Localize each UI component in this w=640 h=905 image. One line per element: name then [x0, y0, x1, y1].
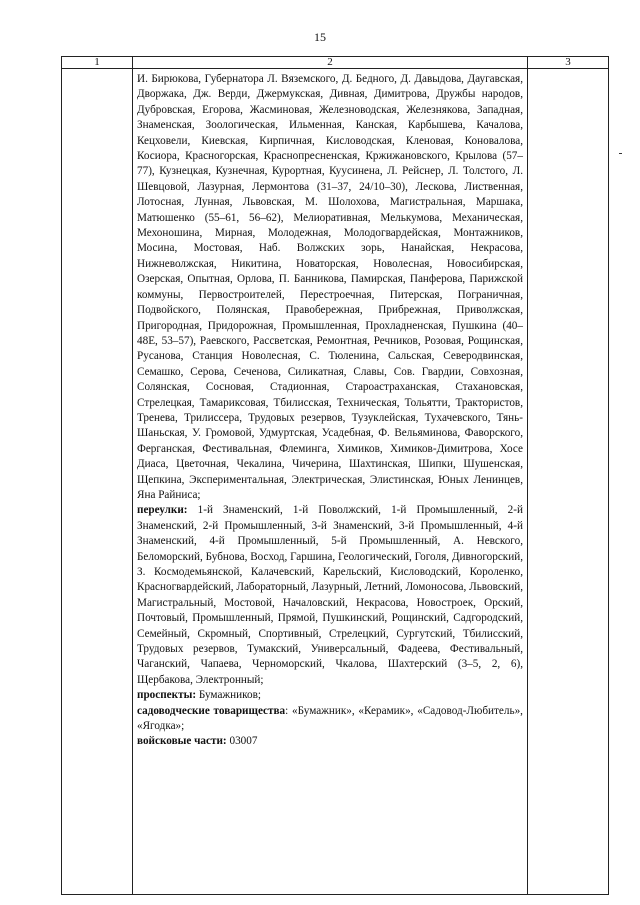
column-header-3: 3	[528, 57, 609, 69]
military-units-label: войсковые части:	[137, 735, 227, 748]
gardening-text: : «Бумажник», «Керамик», «Садовод-Любитель», «Ягодка»;	[137, 704, 523, 733]
page-number: 15	[314, 30, 326, 44]
streets-text: И. Бирюкова, Губернатора Л. Вяземского, Д. Бедного, Д. Давыдова, Даугавская, Дворжака, Дж. Верди, Джермукская, Дивная, Димитрова, Дружбы народов, Дубровская, Егорова, Жасминовая, Железноводская, Железнякова, Западная, Знаменская, Зоологическая, Ильменная, Канская, Карбышева, Качалова, Кецховели, Киевская, Кирпичная, Кисловодская, Кленовая, Коновалова, Косиора, Красногорская, Краснопресненская, Кржижановского, Крылова (57–77), Кузнецкая, Кузнечная, Курортная, Куусинена, Л. Рейснер, Л. Толстого, Л. Шевцовой, Лазурная, Лермонтова (31–37, 24/10–30), Лескова, Лиственная, Лотосная, Лунная, Львовская, М. Шолохова, Магистральная, Маршака, Матюшенко (55–61, 56–62), Мелиоративная, Мелькумова, Механическая, Мехоношина, Мирная, Молодежная, Молодогвардейская, Монтажников, Мосина, Мостовая, Наб. Волжских зорь, Нанайская, Некрасова, Нижневолжская, Никитина, Новаторская, Новолесная, Новосибирская, Озерская, Опытная, Орлова, П. Банникова, Памирская, Панферова, Парижской коммуны, Первостроителей, Перестроечная, Питерская, Пограничная, Подвойского, Полянская, Правобережная, Прибрежная, Приволжская, Пригородная, Придорожная, Промышленная, Прохладненская, Пушкина (40–48Е, 53–57), Раевского, Рассветская, Ремонтная, Речников, Розовая, Рощинская, Русанова, Станция Новолесная, С. Тюленина, Сальская, Северодвинская, Семашко, Серова, Сеченова, Силикатная, Славы, Сов. Гвардии, Совхозная, Солянская, Сосновая, Стадионная, Староастраханская, Стахановская, Стрелецкая, Тамариксовая, Тбилисская, Техническая, Тольятти, Трактористов, Тренева, Трилиссера, Трудовых резервов, Тузуклейская, Тухачевского, Тянь-Шаньская, У. Громовой, Удмуртская, Усадебная, Ф. Вельяминова, Фаворского, Ферганская, Фестивальная, Флеминга, Химиков, Химиков-Димитрова, Хосе Диаса, Цветочная, Чекалина, Чичерина, Шахтинская, Шипки, Шушенская, Щепкина, Экспериментальная, Электрическая, Элистинская, Юных Ленинцев, Яна Райниса;	[137, 73, 523, 501]
gardening-paragraph	[137, 704, 523, 735]
column-header-2: 2	[133, 57, 528, 69]
military-units-paragraph	[137, 734, 523, 749]
column-header-1: 1	[62, 57, 133, 69]
avenues-label: проспекты:	[137, 689, 197, 702]
avenues-text: Бумажников;	[196, 689, 261, 702]
avenues-paragraph	[137, 688, 523, 703]
streets-paragraph	[137, 72, 523, 503]
col1-cell	[62, 69, 133, 895]
lanes-text: 1-й Знаменский, 1-й Поволжский, 1-й Промышленный, 2-й Знаменский, 2-й Промышленный, 3-й Знаменский, 3-й Промышленный, 4-й Знаменский, 4-й Промышленный, 5-й Промышленный, А. Невского, Беломорский, Бубнова, Восход, Гаршина, Геологический, Гоголя, Дивногорский, З. Космодемьянской, Калачевский, Карельский, Кисловодский, Короленко, Красногвардейский, Лабораторный, Лазурный, Летний, Ломоносова, Львовский, Магистральный, Мостовой, Началовский, Некрасова, Новостроек, Орский, Почтовый, Промышленный, Прямой, Пушкинский, Рощинский, Садгородский, Семейный, Скромный, Спортивный, Стрелецкий, Сургутский, Тбилисский, Трудовых резервов, Тумакский, Универсальный, Фадеева, Фестивальный, Чаганский, Чапаева, Черноморский, Чкалова, Шахтерский (3–5, 2, 6), Щербакова, Электронный;	[137, 504, 523, 686]
table-body-row	[62, 69, 609, 895]
military-units-text: 03007	[226, 735, 258, 748]
gardening-label: садоводческие товарищества	[137, 704, 286, 717]
lanes-label: переулки:	[137, 504, 188, 517]
table-header-row	[62, 57, 609, 69]
col3-cell	[528, 69, 609, 895]
lanes-paragraph	[137, 503, 523, 688]
street-list-cell	[133, 69, 528, 895]
address-table	[61, 56, 609, 895]
scan-mark	[619, 153, 622, 154]
